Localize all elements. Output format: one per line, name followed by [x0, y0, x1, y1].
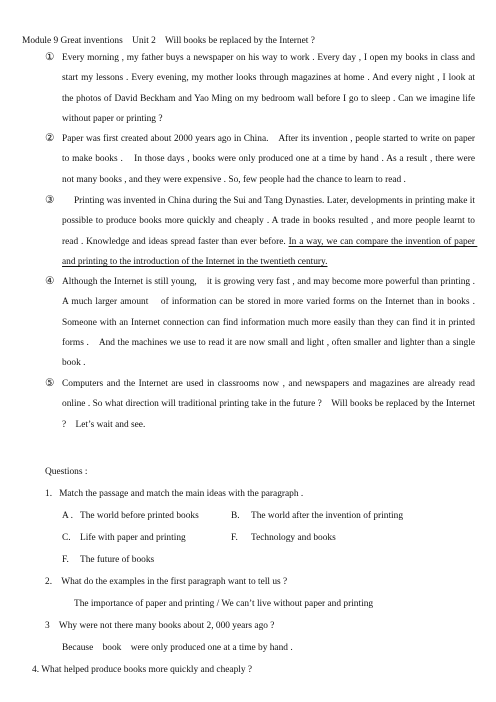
paragraph-5: [45, 374, 478, 435]
paragraph-marker: ①: [45, 52, 55, 63]
option-c-label: C.: [62, 533, 71, 543]
option-a-text: The world before printed books: [80, 511, 199, 521]
questions-heading: Questions :: [45, 467, 88, 477]
paragraph-text: Computers and the Internet are used in classrooms now , and newspapers and magazines are already read online . So what direction will traditional printing take in the future ? Will books be replaced by the Internet ? Let’s wait and see.: [62, 379, 478, 430]
paragraph-3: [45, 191, 478, 272]
question-3: 3 Why were not there many books about 2, 000 years ago ?: [45, 621, 275, 631]
answer-2: The importance of paper and printing / We can’t live without paper and printing: [74, 599, 374, 609]
option-b-label: B.: [231, 511, 240, 521]
page-title: Module 9 Great inventions Unit 2 Will books be replaced by the Internet ?: [22, 36, 315, 46]
question-1: 1. Match the passage and match the main ideas with the paragraph .: [45, 489, 304, 499]
question-4: 4. What helped produce books more quickly and cheaply ?: [32, 665, 253, 675]
paragraph-4: [45, 272, 478, 373]
option-f-label: F.: [231, 533, 238, 543]
answer-3: Because book were only produced one at a time by hand .: [62, 643, 293, 653]
paragraph-2: [45, 129, 478, 190]
option-f-text: Technology and books: [251, 533, 336, 543]
option-c-text: Life with paper and printing: [80, 533, 186, 543]
paragraph-text: [62, 191, 478, 272]
paragraph-marker: ②: [45, 133, 55, 144]
paragraph-marker: ⑤: [45, 378, 55, 389]
paragraph-text-plain: Printing was invented in China during the Sui and Tang Dynasties. Later, developments in printing make it possible to produce books more quickly and cheaply . A trade in books resulted , and more people learnt to read . Knowledge and ideas spread faster than ever before.: [62, 196, 478, 247]
paragraph-text: Although the Internet is still young, it is growing very fast , and may become more powerful than printing . A much larger amount of information can be stored in more varied forms on the Internet than in books . Someone with an Internet connection can find information much more easily than they can find it in printed forms . And the machines we use to read it are now small and light , often smaller and lighter than a single book .: [62, 277, 478, 369]
option-a-label: A .: [62, 511, 73, 521]
paragraph-text: Every morning , my father buys a newspaper on his way to work . Every day , I open my books in class and start my lessons . Every evening, my mother looks through magazines at home . And every night , I look at the photos of David Beckham and Yao Ming on my bedroom wall before I go to sleep . Can we imagine life without paper or printing ?: [62, 53, 478, 124]
underlined-sentence: In a way, we can compare the invention of paper and printing to the introduction of the Internet in the twentieth century.: [62, 236, 478, 267]
paragraph-marker: ③: [45, 195, 55, 206]
option-f2-text: The future of books: [80, 555, 155, 565]
paragraph-1: [45, 48, 478, 129]
paragraph-text: Paper was first created about 2000 years ago in China. After its invention , people started to write on paper to make books . In those days , books were only produced one at a time by hand . As a result , there were not many books , and they were expensive . So, few people had the chance to learn to read .: [62, 134, 478, 185]
option-f2-label: F.: [62, 555, 69, 565]
question-2: 2. What do the examples in the first paragraph want to tell us ?: [45, 577, 288, 587]
option-b-text: The world after the invention of printing: [251, 511, 404, 521]
paragraph-marker: ④: [45, 276, 55, 287]
